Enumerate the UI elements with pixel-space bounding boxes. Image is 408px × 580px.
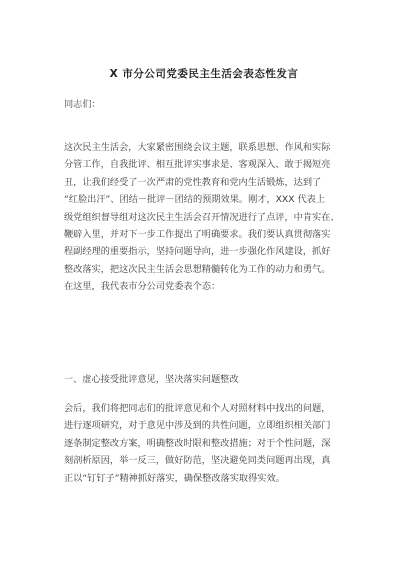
paragraph-line: 刻剖析原因，举一反三，做好防范，坚决避免同类问题再出现，真 (64, 455, 331, 467)
document-title: X 市分公司党委民主生活会表态性发言 (109, 68, 299, 80)
paragraph-line: 整改落实，把这次民主生活会思想精髓转化为工作的动力和勇气。 (64, 263, 331, 275)
paragraph-line: 这次民主生活会，大家紧密围绕会议主题，联系思想、作风和实际 (64, 142, 331, 153)
paragraph-line: 进行逐项研究，对于意见中涉及到的共性问题，立即组织相关部门 (64, 420, 331, 432)
paragraph-line: 在这里，我代表市分公司党委表个态： (64, 281, 221, 293)
paragraph-1 (64, 139, 348, 296)
section-heading: 一、虚心接受批评意见，坚决落实问题整改 (64, 374, 239, 385)
paragraph-line: 会后，我们将把同志们的批评意见和个人对照材料中找出的问题， (64, 403, 331, 414)
paragraph-line: 丑，让我们经受了一次严肃的党性教育和党内生活锻炼，达到了 (64, 176, 322, 188)
paragraph-line: “红脸出汗”、团结－批评－团结的预期效果。刚才，XXX 代表上 (64, 194, 326, 206)
salutation: 同志们： (64, 99, 101, 110)
paragraph-line: 程副经理的重要指示，坚持问题导向，进一步强化作风建设，抓好 (64, 246, 331, 258)
paragraph-2 (64, 400, 348, 487)
paragraph-line: 逐条制定整改方案，明确整改时限和整改措施；对于个性问题，深 (64, 437, 331, 449)
paragraph-line: 鞭辟入里，并对下一步工作提出了明确要求。我们要认真贯彻落实 (64, 229, 331, 241)
paragraph-line: 级党组织督导组对这次民主生活会召开情况进行了点评，中肯实在、 (64, 211, 340, 223)
paragraph-line: 正以“钉钉子”精神抓好落实，确保整改落实取得实效。 (64, 472, 285, 484)
paragraph-line: 分管工作，自我批评、相互批评实事求是、客观深入、敢于揭短亮 (64, 159, 331, 171)
